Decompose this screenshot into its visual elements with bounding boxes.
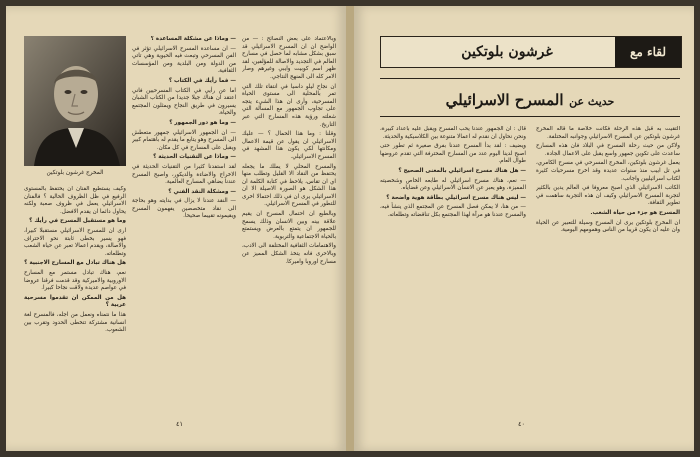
paragraph: لقد استفدنا كثيرا من التقنيات الحديثة في الاخراج والاضاءة والديكور، واصبح المسرح عندنا يضاهي المسارح العالمية. xyxy=(132,163,236,186)
paragraph: ان المخرج بلوتكين يرى ان المسرح وسيلة للتعبير عن الحياة وان عليه ان يكون قريبا من الناس وهمومهم اليومية. xyxy=(536,219,680,234)
paragraph: وبالطبع ان احتمال المسرح ان يقيم علاقة بينه وبين الانسان وذلك يسمح للجمهور ان يتمتع بالعرض ويستمتع بالحياة الاجتماعية والتربوية. xyxy=(242,211,336,240)
interview-banner xyxy=(380,36,682,68)
interview-question: — فما رأيك في الكتاب ؟ xyxy=(168,77,236,84)
interview-question: — وماذا عن مشكلة المساعدة ؟ xyxy=(150,36,236,42)
paragraph: نعم، هناك تبادل مستمر مع المسارح الاوروبية والاميركية وقد قدمت فرقنا عروضا في عواصم عديدة ولاقت نجاحا كبيرا. xyxy=(24,269,126,292)
paragraph: هذا ما نتمناه ونعمل من اجله، فالمسرح لغة انسانية مشتركة تتخطى الحدود وتقرب بين الشعوب. xyxy=(24,311,126,334)
headline-main: المسرح الاسرائيلي xyxy=(445,91,564,109)
headline-prefix: حديث عن xyxy=(569,95,615,108)
paragraph: — نعم، هناك مسرح اسرائيلي له طابعه الخاص وشخصيته المميزة، وهو يعبر عن الانسان الاسرائيلي وعن قضاياه. xyxy=(380,177,526,192)
interview-question: — ومشكلة النقد الفني ؟ xyxy=(168,188,236,195)
left-page-column-right xyxy=(242,36,336,412)
guest-name: غرشون بلوتكين xyxy=(461,44,553,60)
interview-question: هل هناك تبادل مع المسارح الاجنبية ؟ xyxy=(24,260,126,267)
portrait-image xyxy=(24,36,126,166)
paragraph: اما عن رأيي في الكتاب المسرحيين فاني اعتقد ان هناك جيلا جديدا من الكتاب الشبان يسيرون في طريق النجاح ويمثلون المجتمع والحياة. xyxy=(132,87,236,117)
interview-question: — وماذا عن التقنيات الحديثة ؟ xyxy=(153,154,236,161)
page-number: ٤٠ xyxy=(518,420,525,428)
paragraph: التقيت به قبل هذه الرحلة فكانت خلاصة ما قاله المخرج غرشون بلوتكين عن المسرح الاسرائيلي وجوانبه المختلفة. xyxy=(536,126,680,140)
paragraph: الكاتب الاسرائيلي الذي اصبح معروفا في العالم يدين بالكثير لتجربة المسرح الاسرائيلي وكيف ان هذه التجربة ساهمت في تطوير الثقافة. xyxy=(536,185,680,207)
paragraph: وكيف يستطيع الفنان ان يحتفظ بالمستوى الرفيع في ظل الظروف الحالية ؟ فالفنان الاسرائيلي يعمل في ظروف صعبة ولكنه يحاول دائما ان يقدم الافضل. xyxy=(24,186,126,215)
spine-gutter xyxy=(346,6,354,451)
paragraph: — ان مساعدة المسرح الاسرائيلي تؤثر في الفن المسرحي وتبعث فيه الحيوية وهي تاتي من الدولة ومن البلدية ومن المؤسسات الثقافية. xyxy=(132,45,236,75)
right-page-column-left xyxy=(380,126,526,414)
interview-question: — ليس هناك مسرح اسرائيلي بطاقة هوية واضحة ؟ xyxy=(386,194,526,201)
right-page xyxy=(354,6,694,451)
rule-divider xyxy=(380,78,680,79)
paragraph: — ان الجمهور الاسرائيلي جمهور متعطش الى المسرح وهو يتابع ما يقدم له باهتمام كبير ويقبل على المسارح في كل مكان. xyxy=(132,129,236,151)
paragraph: — النقد عندنا لا يزال في بدايته وهو بحاجة الى نقاد متخصصين يفهمون المسرح ويقيمونه تقييما صحيحا. xyxy=(132,198,236,220)
interview-question: وما هو مستقبل المسرح في رأيك ؟ xyxy=(29,218,126,225)
paragraph: ان نجاح ليلو داسيا في انتقاء تلك التي تمر بالمحلية الى مستوى الحياة المسرحية، وأرى ان هذا الشيء يتجه على تجاوب الجمهور مع المسألة التي شغلته ورؤية هذه المسارح التي عبر التاريخ. xyxy=(242,83,336,128)
magazine-spread xyxy=(6,6,694,451)
rule-divider xyxy=(380,116,680,117)
paragraph: ويضيف : لقد بدأ المسرح عندنا بفرق صغيرة ثم تطور حتى اصبح لدينا اليوم عدد من المسارح المحترفة التي تقدم عروضها طوال العام. xyxy=(380,143,526,165)
paragraph: والمسرح المحلي لا يملك ما يجعله يحتفظ من النقاد الا القليل وتطلب منها اي ان تقاس، يلاحظ في كتابة الكلمة ان هذا الشكل هو الصورة الاصيلة الا ان الاسرائيلي يرى ان في ذلك احتمالا اخرى للتطور في المسرح الاسرائيلي. xyxy=(242,163,336,208)
left-page-column-left xyxy=(24,186,126,412)
interview-question: — هل هناك مسرح اسرائيلي بالمعنى الصحيح ؟ xyxy=(398,167,526,174)
interview-question: هل من الممكن ان تقدموا مسرحية عربية ؟ xyxy=(24,294,126,309)
paragraph: وقلنا : وما هذا الحمال ؟ — عليك الاسرائيلي ان يقول عن قيمة الاعمال ومكانتها لكي يكون هذا المشهد في المسرح الاسرائيلي. xyxy=(242,131,336,160)
paragraph: قال : ان الجمهور عندنا يحب المسرح ويقبل عليه باعداد كبيرة، ونحن نحاول ان نقدم له اعمالا متنوعة بين الكلاسيكية والحديثة. xyxy=(380,126,526,140)
paragraph: والاهتمامات الثقافية المختلفة الى الادب، وبالاحرى فانه يتخذ الشكل المميز عن مسارح اوروبا واميركا. xyxy=(242,243,336,265)
portrait-photo xyxy=(24,36,126,166)
paragraph: ولاكن من حيث رحلة المسرح في البلاد فان هذه المسارح ساعدت على تكوين جمهور واسع يقبل على الاعمال الجادة. xyxy=(536,143,680,157)
paragraph: وبالاعتماد على بعض النصائح : — من الواضح ان ان المسرح الاسرائيلي قد سبق بشكل مشابه لما حصل في مسارح العالم في التجديد والاصالة للمؤلفين، لقد ظهر اسم كوبيت وايبي وغيرهم وصار الامر كله الى المنهج النتاجي. xyxy=(242,36,336,80)
paragraph: ارى ان للمسرح الاسرائيلي مستقبلا كبيرا، فهو يسير بخطى ثابتة نحو الاحتراف والاصالة، ويقدم اعمالا تعبر عن حياة الشعب وتطلعاته. xyxy=(24,227,126,257)
paragraph: — من هنا، لا يمكن فصل المسرح عن المجتمع الذي ينشأ فيه، والمسرح عندنا هو مرآة لهذا المجتمع بكل تناقضاته وتطلعاته. xyxy=(380,204,526,218)
series-tag: لقاء مع xyxy=(615,37,681,67)
interview-question: — وما هو دور الجمهور ؟ xyxy=(169,119,236,126)
interview-question: المسرح هو جزء من حياة الشعب. xyxy=(590,209,680,216)
photo-caption: المخرج غرشون بلوتكين xyxy=(46,170,104,176)
paragraph: يعمل غرشون بلوتكين، المخرج المسرحي في مسرح الكامري، في تل ابيب منذ سنوات عديدة وقد اخرج مسرحيات كثيرة لكتاب اسرائيليين واجانب. xyxy=(536,160,680,182)
article-headline xyxy=(380,90,680,109)
left-page xyxy=(6,6,346,451)
left-page-column-middle xyxy=(132,36,236,412)
right-page-column-right xyxy=(536,126,680,414)
page-number: ٤١ xyxy=(176,420,183,428)
